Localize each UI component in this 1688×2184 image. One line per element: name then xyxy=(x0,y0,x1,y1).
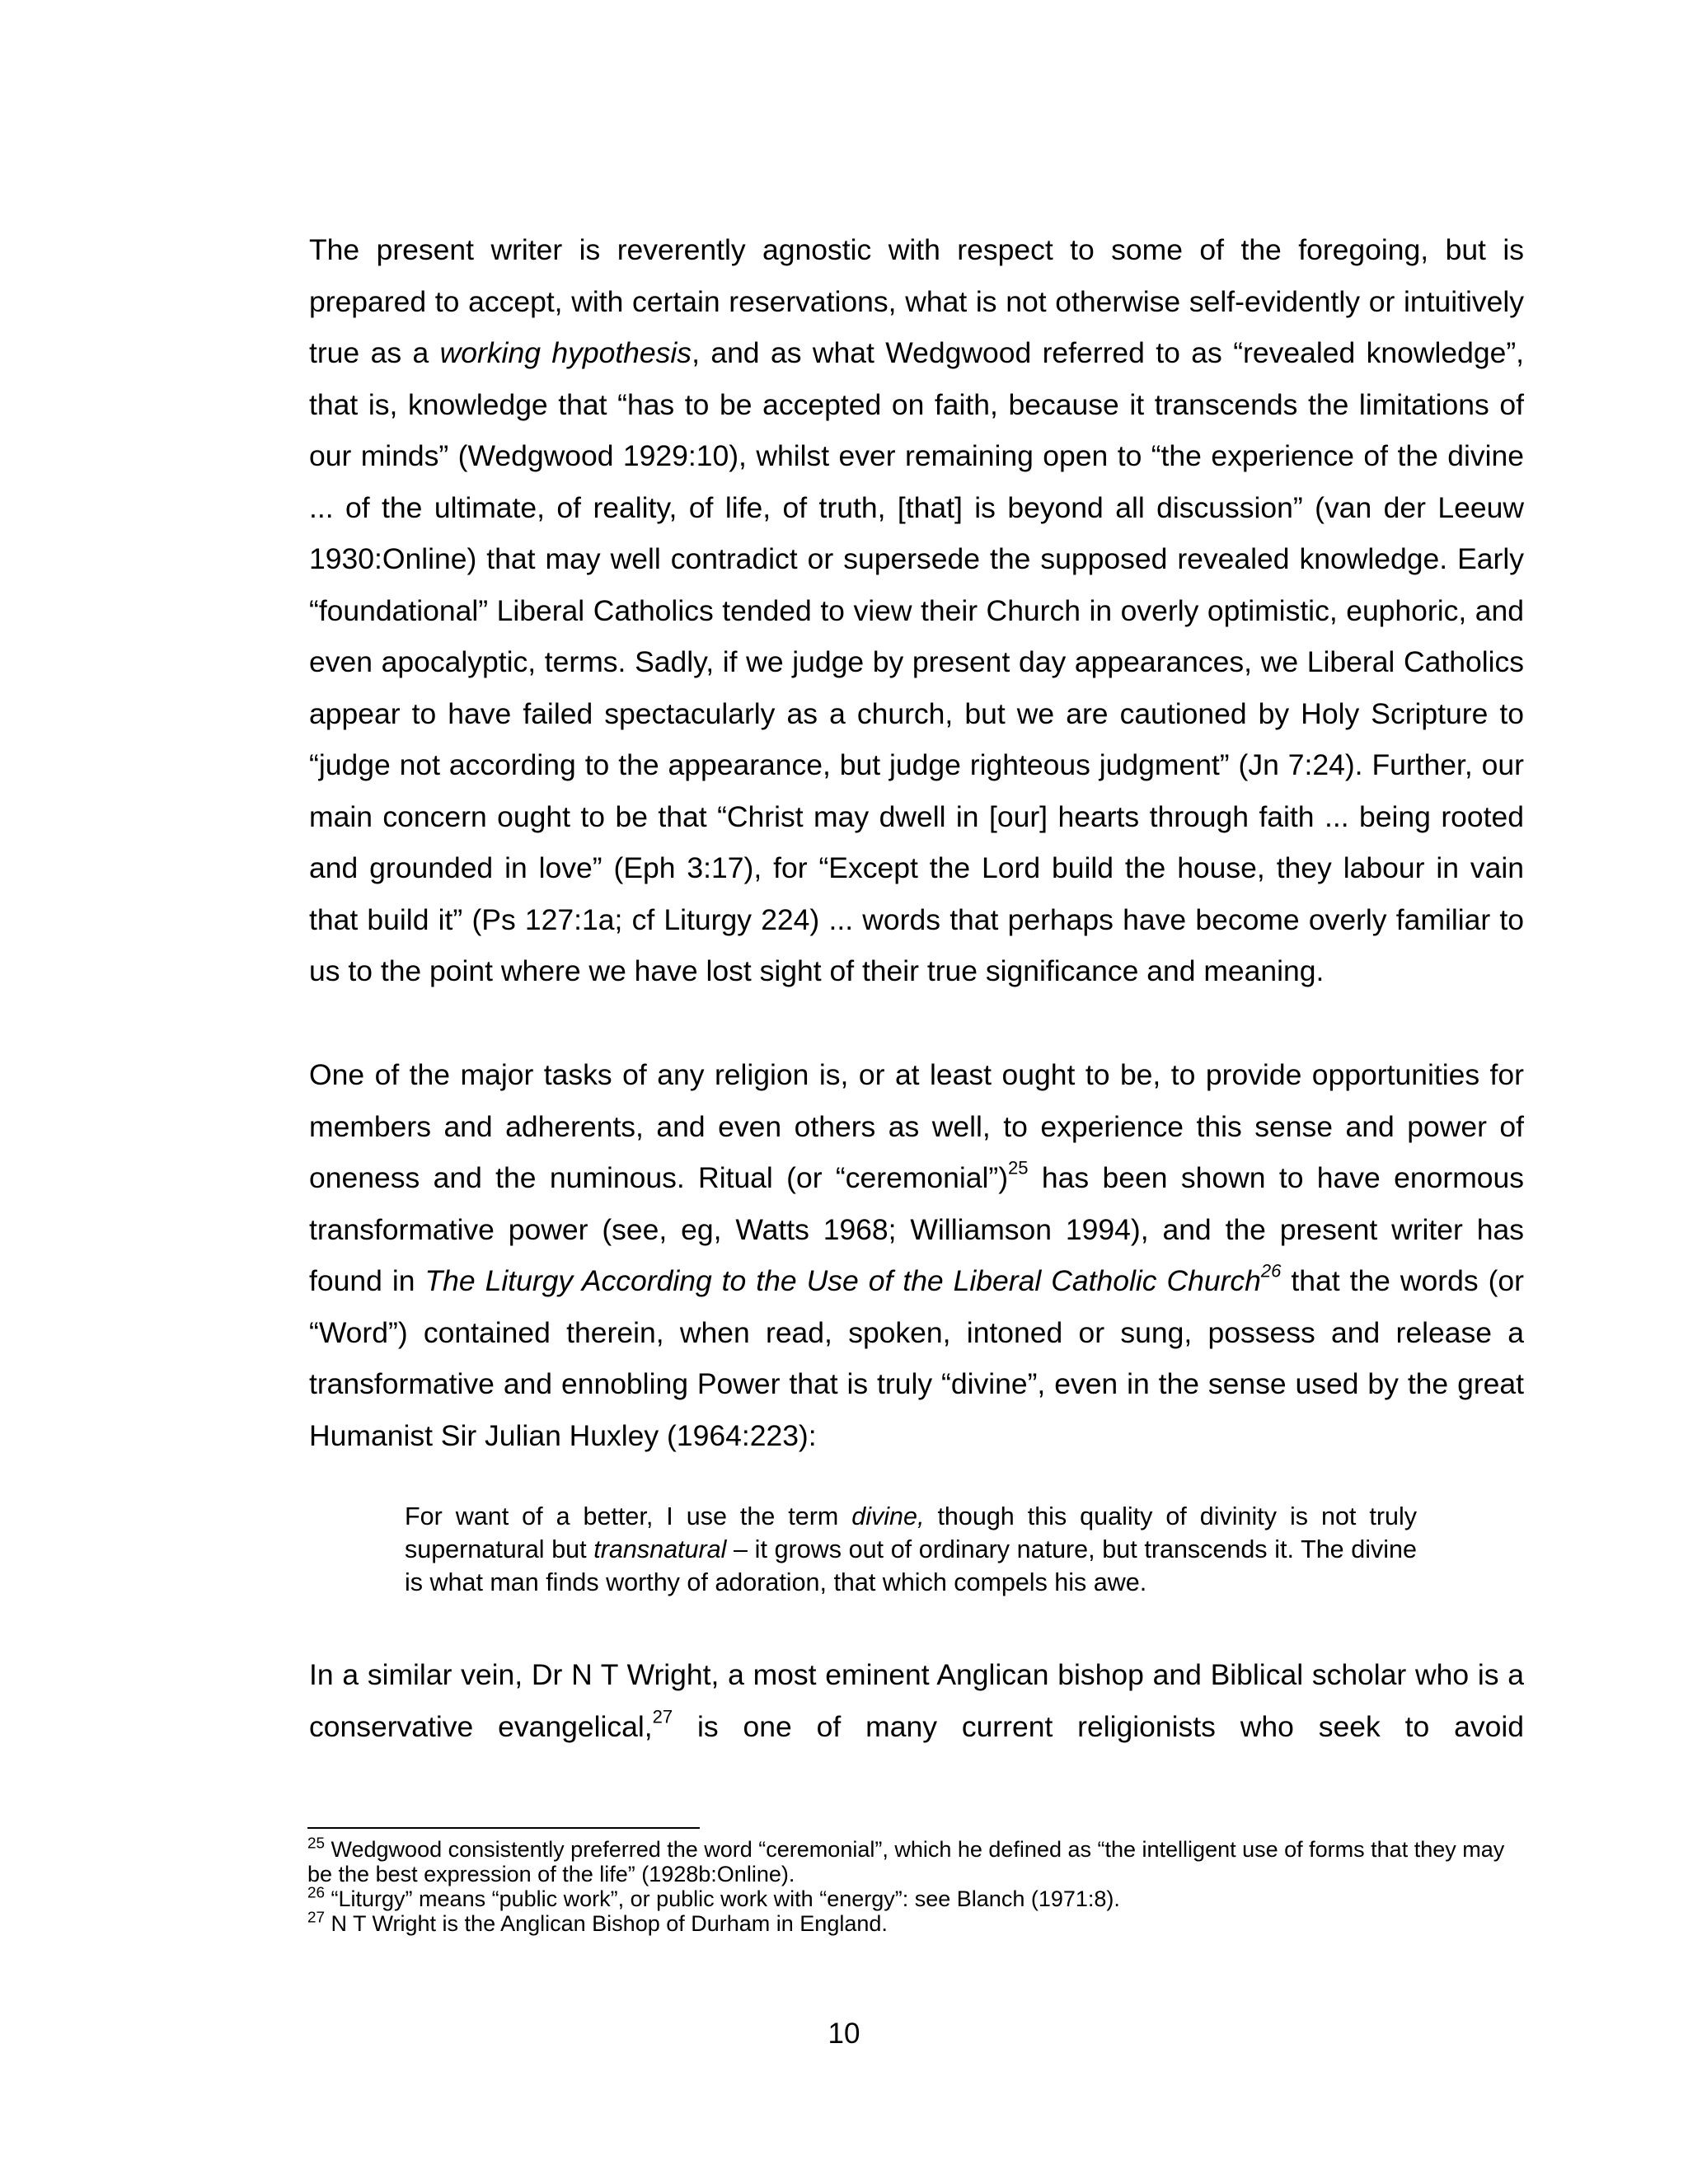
p2-text-b: has been shown to have enormous transformative power (see, eg, Watts 1968; Williamson 1994), and the present writer has found in xyxy=(309,1161,1525,1297)
footnote-ref-27[interactable]: 27 xyxy=(652,1706,673,1727)
page-number: 10 xyxy=(828,2018,860,2050)
footnotes xyxy=(307,1837,1524,1936)
p1-italic-working-hypothesis: working hypothesis xyxy=(439,336,692,369)
p2-italic-liturgy-title: The Liturgy According to the Use of the Liberal Catholic Church xyxy=(424,1264,1261,1297)
footnote-number: 25 xyxy=(307,1835,326,1853)
body-paragraph-1 xyxy=(309,224,1524,997)
quote-italic-transnatural: transnatural xyxy=(593,1535,727,1563)
footnote-text: “Liturgy” means “public work”, or public work with “energy”: see Blanch (1971:8). xyxy=(325,1886,1120,1911)
body-paragraph-2 xyxy=(309,1049,1524,1461)
footnote-separator xyxy=(307,1827,700,1829)
footnote-ref-26-number: 26 xyxy=(1260,1260,1282,1282)
footnote-25 xyxy=(307,1837,1524,1886)
footnote-number: 27 xyxy=(307,1909,326,1927)
footnote-ref-26[interactable] xyxy=(1261,1261,1281,1282)
quote-text-c: though this quality of divinity is not truly supernatural but xyxy=(405,1502,1417,1563)
footnote-text: N T Wright is the Anglican Bishop of Durham in England. xyxy=(325,1911,888,1936)
block-quote xyxy=(405,1500,1417,1599)
p3-text-a: In a similar vein, Dr N T Wright, a most eminent Anglican bishop and Biblical scholar who is a conservative evangelical, xyxy=(309,1658,1524,1743)
quote-italic-divine: divine, xyxy=(851,1502,925,1530)
p2-text-d: that the words (or “Word”) contained therein, when read, spoken, intoned or sung, possess and release a transformative and ennobling Power that is truly “divine”, even in the sense used by the great Humanist Sir Julian Huxley (1964:223): xyxy=(309,1264,1524,1452)
footnote-26 xyxy=(307,1886,1524,1911)
quote-text-a: For want of a better, I use the term xyxy=(405,1502,852,1530)
footnote-number: 26 xyxy=(307,1884,326,1902)
p3-text-b: is one of many current religionists who seek to avoid xyxy=(673,1709,1524,1743)
footnote-27 xyxy=(307,1911,1524,1936)
body-paragraph-3 xyxy=(309,1649,1524,1752)
quote-text-e: – it grows out of ordinary nature, but transcends it. The divine is what man finds worthy of adoration, that which compels his awe. xyxy=(405,1535,1417,1596)
p1-text-a: The present writer is reverently agnostic with respect to some of the foregoing, but is prepared to accept, with certain reservations, what is not otherwise self-evidently or intuitively true as a xyxy=(309,233,1524,369)
footnote-text: Wedgwood consistently preferred the word “ceremonial”, which he defined as “the intelligent use of forms that they may be the best expression of the life” (1928b:Online). xyxy=(307,1837,1505,1886)
p2-text-a: One of the major tasks of any religion is, or at least ought to be, to provide opportunities for members and adherents, and even others as well, to experience this sense and power of oneness and the numinous. Ritual (or “ceremonial”) xyxy=(309,1058,1524,1194)
footnote-ref-25[interactable]: 25 xyxy=(1008,1157,1029,1179)
p1-text-c: , and as what Wedgwood referred to as “revealed knowledge”, that is, knowledge that “has to be accepted on faith, because it transcends the limitations of our minds” (Wedgwood 1929:10), whilst ever remaining open to “the experience of the divine ... of the ultimate, of reality, of life, of truth, [that] is beyond all discussion” (van der Leeuw 1930:Online) that may well contradict or supersede the supposed revealed knowledge. Early “foundational” Liberal Catholics tended to view their Church in overly optimistic, euphoric, and even apocalyptic, terms. Sadly, if we judge by present day appearances, we Liberal Catholics appear to have failed spectacularly as a church, but we are cautioned by Holy Scripture to “judge not according to the appearance, but judge righteous judgment” (Jn 7:24). Further, our main concern ought to be that “Christ may dwell in [our] hearts through faith ... being rooted and grounded in love” (Eph 3:17), for “Except the Lord build the house, they labour in vain that build it” (Ps 127:1a; cf Liturgy 224) ... words that perhaps have become overly familiar to us to the point where we have lost sight of their true significance and meaning. xyxy=(309,336,1525,987)
